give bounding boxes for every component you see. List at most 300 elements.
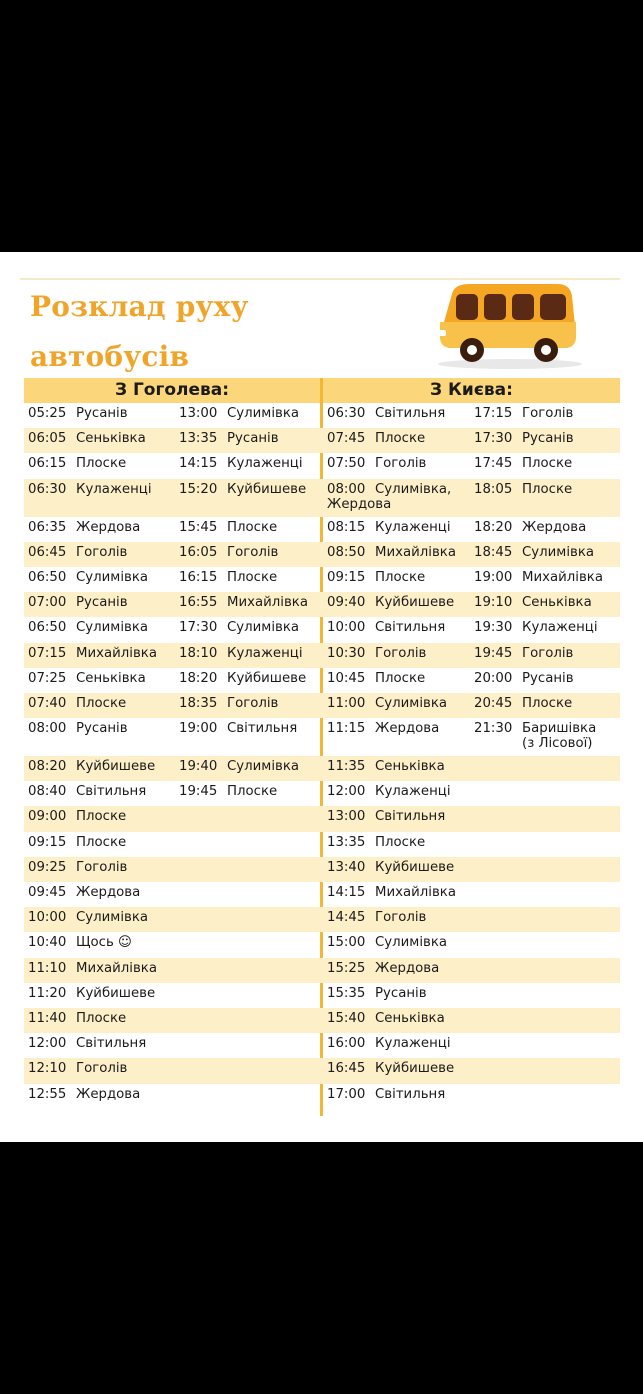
destination: Плоске — [375, 834, 426, 850]
destination: Світильня — [76, 1036, 147, 1052]
departure-cell — [179, 1036, 227, 1051]
destination: Сулимівка — [76, 910, 149, 926]
departure-cell — [474, 910, 522, 925]
destination: Михайлівка — [375, 885, 456, 900]
departure-cell — [474, 696, 572, 711]
departure-cell — [179, 986, 227, 1001]
departure-time: 19:40 — [179, 759, 218, 775]
destination: Плоске — [227, 519, 278, 535]
departure-time: 15:25 — [327, 960, 366, 976]
destination: Гоголів — [76, 859, 128, 875]
departure-cell — [28, 809, 126, 824]
departure-cell — [474, 646, 573, 661]
departure-time: 20:45 — [474, 695, 513, 711]
departure-cell — [327, 520, 451, 535]
departure-cell — [474, 456, 572, 471]
departure-time: 19:45 — [474, 645, 513, 661]
departure-cell — [28, 482, 152, 497]
departure-cell — [474, 784, 522, 799]
departure-time: 12:00 — [28, 1036, 67, 1052]
destination: Русанів — [76, 595, 128, 611]
header-from-kyiv: З Києва: — [430, 380, 513, 400]
destination: Плоске — [375, 569, 426, 585]
departure-cell — [28, 1011, 126, 1026]
departure-cell — [474, 961, 522, 976]
destination: Плоске — [522, 456, 573, 472]
departure-time: 06:30 — [327, 406, 366, 421]
destination: Сулимівка — [76, 620, 149, 636]
departure-cell — [179, 406, 299, 421]
departure-time: 21:30 — [474, 721, 513, 737]
table-row — [24, 832, 620, 857]
departure-time: 18:45 — [474, 544, 513, 560]
departure-cell — [474, 986, 522, 1001]
departure-cell — [474, 595, 592, 610]
page-title — [30, 282, 249, 382]
departure-time: 17:30 — [179, 620, 218, 636]
departure-cell — [327, 721, 439, 736]
departure-time: 09:45 — [28, 885, 67, 900]
departure-cell — [327, 910, 426, 925]
departure-time: 13:35 — [327, 834, 366, 850]
departure-time: 14:45 — [327, 910, 366, 926]
departure-time: 09:15 — [327, 569, 366, 585]
destination: Плоске — [227, 784, 278, 800]
table-row — [24, 453, 620, 478]
destination: Сулимівка — [76, 569, 149, 585]
departure-cell — [179, 784, 277, 799]
departure-cell — [327, 809, 445, 824]
departure-time: 06:50 — [28, 569, 67, 585]
destination: Гоголів — [522, 406, 574, 421]
destination: Сеньківка — [76, 431, 146, 447]
departure-cell — [474, 721, 596, 751]
destination: Кулаженці — [76, 481, 152, 497]
departure-time: 19:30 — [474, 620, 513, 636]
table-row — [24, 403, 620, 428]
departure-cell — [474, 759, 522, 774]
destination: Русанів — [76, 406, 128, 421]
departure-cell — [327, 1087, 445, 1102]
departure-time: 09:40 — [327, 595, 366, 611]
destination: Русанів — [375, 985, 427, 1001]
table-row — [24, 1008, 620, 1033]
departure-time: 17:45 — [474, 456, 513, 472]
departure-cell — [179, 885, 227, 900]
departure-cell — [179, 456, 303, 471]
departure-time: 06:05 — [28, 431, 67, 447]
departure-time: 13:00 — [179, 406, 218, 421]
departure-cell — [28, 721, 128, 736]
departure-time: 19:00 — [474, 569, 513, 585]
departure-cell — [179, 431, 279, 446]
departure-cell — [28, 1061, 127, 1076]
destination: Михайлівка — [375, 544, 456, 560]
departure-time: 09:25 — [28, 859, 67, 875]
destination: Жердова — [76, 1086, 141, 1102]
destination: Сулимівка — [522, 544, 595, 560]
table-row — [24, 479, 620, 517]
departure-time: 18:20 — [474, 519, 513, 535]
departure-time: 13:00 — [327, 809, 366, 825]
departure-cell — [327, 784, 451, 799]
destination: Сеньківка — [76, 670, 146, 686]
departure-cell — [327, 620, 445, 635]
table-row — [24, 617, 620, 642]
departure-cell — [179, 570, 277, 585]
departure-cell — [327, 595, 454, 610]
departure-time: 17:00 — [327, 1086, 366, 1102]
departure-cell — [179, 860, 227, 875]
destination: Гоголів — [375, 645, 427, 661]
schedule-poster — [0, 252, 643, 1142]
departure-time: 08:20 — [28, 759, 67, 775]
destination: Плоске — [76, 1010, 127, 1026]
departure-time: 11:15 — [327, 721, 366, 737]
departure-cell — [28, 986, 155, 1001]
departure-cell — [179, 809, 227, 824]
departure-time: 11:00 — [327, 695, 366, 711]
destination: Гоголів — [76, 1061, 128, 1077]
departure-cell — [28, 961, 157, 976]
departure-cell — [474, 809, 522, 824]
departure-time: 06:30 — [28, 481, 67, 497]
destination: Жердова — [375, 960, 440, 976]
departure-time: 13:35 — [179, 431, 218, 447]
departure-cell — [28, 570, 148, 585]
departure-time: 07:15 — [28, 645, 67, 661]
departure-time: 07:25 — [28, 670, 67, 686]
destination: Гоголів — [522, 645, 574, 661]
departure-time: 19:45 — [179, 784, 218, 800]
table-row — [24, 781, 620, 806]
destination: Плоске — [375, 431, 426, 447]
table-row — [24, 983, 620, 1008]
destination: Михайлівка — [76, 960, 157, 976]
destination: Плоске — [76, 809, 127, 825]
table-row — [24, 428, 620, 453]
destination: Гоголів — [227, 544, 279, 560]
departure-cell — [28, 759, 155, 774]
departure-cell — [179, 910, 227, 925]
departure-cell — [179, 721, 297, 736]
table-row — [24, 592, 620, 617]
table-row — [24, 517, 620, 542]
departure-time: 12:10 — [28, 1061, 67, 1077]
table-row — [24, 907, 620, 932]
table-row — [24, 718, 620, 756]
destination: Жердова — [522, 519, 587, 535]
departure-cell — [179, 595, 308, 610]
destination: Русанів — [227, 431, 279, 447]
destination: Сулимівка — [227, 759, 300, 775]
destination: Плоске — [76, 834, 127, 850]
destination: Михайлівка — [522, 569, 603, 585]
destination: Куйбишеве — [375, 595, 455, 611]
departure-cell — [474, 671, 574, 686]
departure-time: 16:55 — [179, 595, 218, 611]
departure-cell — [327, 1061, 454, 1076]
destination: Світильня — [375, 406, 446, 421]
table-row — [24, 643, 620, 668]
departure-cell — [327, 482, 451, 512]
departure-cell — [327, 431, 425, 446]
departure-cell — [28, 885, 140, 900]
departure-time: 14:15 — [327, 885, 366, 900]
departure-time: 11:40 — [28, 1010, 67, 1026]
departure-time: 18:35 — [179, 695, 218, 711]
departure-time: 12:00 — [327, 784, 366, 800]
table-row — [24, 958, 620, 983]
table-row — [24, 1033, 620, 1058]
departure-time: 10:00 — [327, 620, 366, 636]
destination: Гоголів — [375, 456, 427, 472]
bus-icon — [430, 276, 586, 372]
departure-time: 08:00 — [327, 481, 366, 497]
departure-time: 08:40 — [28, 784, 67, 800]
destination: Світильня — [375, 1086, 446, 1102]
departure-cell — [28, 835, 126, 850]
departure-cell — [179, 1011, 227, 1026]
destination: Сулимівка, — [375, 481, 452, 497]
destination: Гоголів — [76, 544, 128, 560]
destination-line-2: Жердова — [327, 496, 392, 512]
destination: Куйбишеве — [227, 670, 307, 686]
departure-time: 17:15 — [474, 406, 513, 421]
destination: Русанів — [522, 431, 574, 447]
destination: Сулимівка — [375, 935, 448, 951]
destination: Сулимівка — [227, 406, 300, 421]
departure-time: 12:55 — [28, 1086, 67, 1102]
departure-time: 15:20 — [179, 481, 218, 497]
destination: Гоголів — [227, 695, 279, 711]
destination: Куйбишеве — [76, 759, 156, 775]
departure-cell — [28, 406, 128, 421]
departure-cell — [327, 961, 439, 976]
destination: Жердова — [375, 721, 440, 737]
departure-cell — [327, 986, 427, 1001]
departure-cell — [28, 545, 127, 560]
departure-cell — [28, 935, 132, 950]
departure-cell — [28, 696, 126, 711]
departure-time: 15:45 — [179, 519, 218, 535]
destination-line-2: (з Лісової) — [522, 736, 593, 752]
departure-cell — [327, 696, 447, 711]
departure-cell — [474, 520, 586, 535]
table-row — [24, 882, 620, 907]
destination: Куйбишеве — [76, 985, 156, 1001]
departure-time: 15:35 — [327, 985, 366, 1001]
departure-cell — [327, 570, 425, 585]
departure-cell — [179, 935, 227, 950]
departure-cell — [179, 961, 227, 976]
destination: Світильня — [76, 784, 147, 800]
departure-cell — [28, 784, 146, 799]
departure-time: 05:25 — [28, 406, 67, 421]
departure-cell — [327, 456, 426, 471]
departure-cell — [327, 935, 447, 950]
departure-cell — [474, 620, 598, 635]
departure-cell — [179, 1087, 227, 1102]
departure-cell — [28, 520, 140, 535]
destination: Плоске — [76, 456, 127, 472]
departure-time: 10:00 — [28, 910, 67, 926]
header-from-gogolev: З Гоголева: — [114, 380, 230, 400]
departure-cell — [474, 1061, 522, 1076]
departure-cell — [327, 646, 426, 661]
destination: Кулаженці — [375, 784, 451, 800]
departure-time: 07:45 — [327, 431, 366, 447]
departure-time: 14:15 — [179, 456, 218, 472]
departure-cell — [28, 646, 157, 661]
departure-cell — [179, 835, 227, 850]
departure-cell — [179, 620, 299, 635]
destination: Плоске — [522, 481, 573, 497]
departure-cell — [327, 1036, 451, 1051]
destination: Світильня — [227, 721, 298, 737]
destination: Світильня — [375, 620, 446, 636]
departure-cell — [28, 860, 127, 875]
destination: Плоске — [375, 670, 426, 686]
departure-cell — [179, 696, 278, 711]
destination: Михайлівка — [76, 645, 157, 661]
departure-time: 10:30 — [327, 645, 366, 661]
destination: Кулаженці — [375, 1036, 451, 1052]
departure-time: 06:45 — [28, 544, 67, 560]
departure-cell — [474, 482, 572, 497]
departure-cell — [28, 1087, 140, 1102]
departure-time: 06:50 — [28, 620, 67, 636]
departure-time: 18:10 — [179, 645, 218, 661]
title-line-1: Розклад руху — [30, 290, 249, 323]
destination: Плоске — [227, 569, 278, 585]
departure-time: 15:40 — [327, 1010, 366, 1026]
departure-time: 11:20 — [28, 985, 67, 1001]
departure-cell — [327, 671, 425, 686]
destination: Жердова — [76, 519, 141, 535]
destination: Русанів — [76, 721, 128, 737]
table-row — [24, 932, 620, 957]
destination: Куйбишеве — [375, 1061, 455, 1077]
departure-time: 16:15 — [179, 569, 218, 585]
departure-cell — [474, 885, 522, 900]
departure-cell — [474, 406, 573, 421]
destination: Кулаженці — [522, 620, 598, 636]
departure-time: 08:15 — [327, 519, 366, 535]
destination: Куйбишеве — [375, 859, 455, 875]
departure-cell — [327, 885, 456, 900]
departure-cell — [179, 759, 299, 774]
destination: Кулаженці — [227, 645, 303, 661]
departure-time: 06:35 — [28, 519, 67, 535]
departure-cell — [474, 1087, 522, 1102]
departure-cell — [28, 671, 146, 686]
destination: Сулимівка — [227, 620, 300, 636]
table-row — [24, 1084, 620, 1109]
departure-time: 08:00 — [28, 721, 67, 737]
departure-cell — [327, 1011, 445, 1026]
departure-time: 18:20 — [179, 670, 218, 686]
departure-time: 07:00 — [28, 595, 67, 611]
destination: Гоголів — [375, 910, 427, 926]
destination: Михайлівка — [227, 595, 308, 611]
destination: Кулаженці — [227, 456, 303, 472]
table-row — [24, 693, 620, 718]
departure-cell — [327, 406, 445, 421]
destination: Кулаженці — [375, 519, 451, 535]
departure-cell — [28, 595, 128, 610]
destination: Сеньківка — [522, 595, 592, 611]
departure-time: 10:45 — [327, 670, 366, 686]
departure-cell — [327, 545, 456, 560]
departure-time: 07:40 — [28, 695, 67, 711]
destination: Плоске — [76, 695, 127, 711]
departure-time: 10:40 — [28, 935, 67, 951]
table-row — [24, 668, 620, 693]
table-row — [24, 542, 620, 567]
schedule-table — [24, 403, 620, 1109]
departure-cell — [474, 570, 603, 585]
departure-cell — [179, 482, 306, 497]
title-line-2: автобусів — [30, 340, 190, 373]
departure-time: 06:15 — [28, 456, 67, 472]
destination: Плоске — [522, 695, 573, 711]
departure-time: 20:00 — [474, 670, 513, 686]
destination: Сеньківка — [375, 1010, 445, 1026]
departure-cell — [28, 456, 126, 471]
table-row — [24, 567, 620, 592]
destination: Жердова — [76, 885, 141, 900]
departure-cell — [327, 860, 454, 875]
departure-cell — [179, 520, 277, 535]
departure-cell — [327, 835, 425, 850]
departure-time: 08:50 — [327, 544, 366, 560]
departure-cell — [474, 545, 594, 560]
departure-time: 16:45 — [327, 1061, 366, 1077]
departure-time: 19:10 — [474, 595, 513, 611]
departure-cell — [28, 1036, 146, 1051]
departure-time: 11:10 — [28, 960, 67, 976]
departure-cell — [179, 646, 303, 661]
departure-time: 19:00 — [179, 721, 218, 737]
departure-time: 16:00 — [327, 1036, 366, 1052]
departure-cell — [28, 431, 146, 446]
departure-time: 07:50 — [327, 456, 366, 472]
table-row — [24, 1058, 620, 1083]
departure-time: 17:30 — [474, 431, 513, 447]
destination: Куйбишеве — [227, 481, 307, 497]
departure-time: 18:05 — [474, 481, 513, 497]
departure-cell — [179, 671, 306, 686]
departure-cell — [474, 1011, 522, 1026]
departure-time: 09:00 — [28, 809, 67, 825]
table-row — [24, 857, 620, 882]
departure-time: 15:00 — [327, 935, 366, 951]
departure-time: 13:40 — [327, 859, 366, 875]
destination: Русанів — [522, 670, 574, 686]
departure-time: 11:35 — [327, 759, 366, 775]
departure-cell — [474, 431, 574, 446]
destination: Баришівка — [522, 721, 597, 737]
departure-time: 16:05 — [179, 544, 218, 560]
departure-cell — [179, 545, 278, 560]
departure-cell — [474, 935, 522, 950]
departure-cell — [28, 910, 148, 925]
departure-time: 09:15 — [28, 834, 67, 850]
destination: Світильня — [375, 809, 446, 825]
destination: Сеньківка — [375, 759, 445, 775]
departure-cell — [474, 860, 522, 875]
